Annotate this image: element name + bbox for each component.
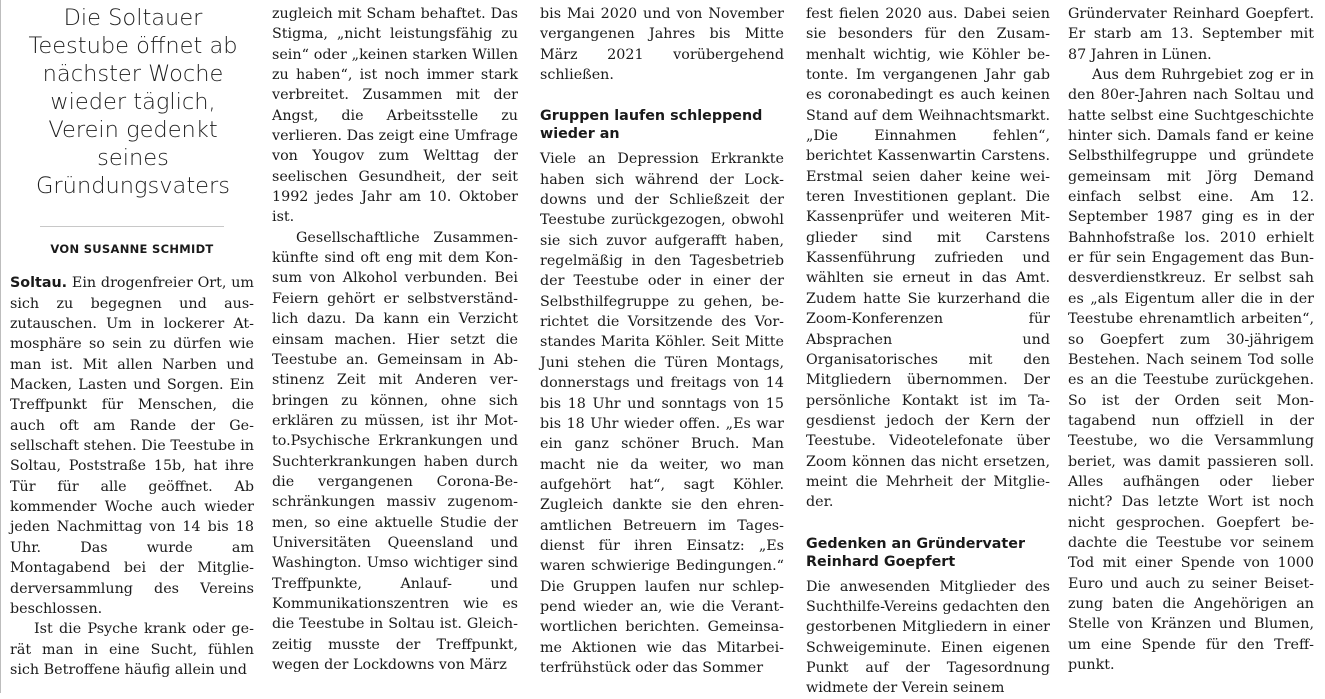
subheading: Gruppen laufen schleppend wieder an [540,108,763,143]
paragraph: zugleich mit Scham behaftet. Das Stigma, „nicht leistungsfähig zu sein“ oder „keinen starken Willen zu haben“, ist noch immer stark verbreitet. Zusammen mit der Angst, die Arbeitsstelle zu verlieren. Das zeigt eine Umfrage von Yougov zum Welttag der seelischen Gesundheit, der seit 1992 jedes Jahr am 10. Oktober ist. [272,6,518,226]
lead-text: Ein drogenfreier Ort, um sich zu begegnen und auszutauschen. Um in lockerer Atmosphäre so sein zu dürfen wie man ist. Mit allen Narben und Macken, Lasten und Sorgen. Ein Treffpunkt für Menschen, die auch oft am Rande der Gesellschaft stehen. Die Teestube in Soltau, Poststraße 15b, hat ihre Tür für alle geöffnet. Ab kommender Woche auch wieder jeden Nachmittag von 14 bis 18 Uhr. Das wurde am Montagabend bei der Mitgliederversammlung des Vereins beschlossen. [10,275,254,617]
column-4 [806,4,1050,699]
article-byline: VON SUSANNE SCHMIDT [50,242,214,256]
byline-divider [40,226,224,227]
dateline: Soltau. [10,275,68,292]
paragraph: Ist die Psyche krank oder gerät man in eine Sucht, fühlen sich Betroffene häufig allein und [10,621,254,678]
column-1 [10,4,254,680]
paragraph: fest fielen 2020 aus. Dabei seien sie besonders für den Zusammenhalt wichtig, wie Köhler betonte. Im vergangenen Jahr gab es coronabedingt es auch keinen Stand auf dem Weihnachtsmarkt. „Die Einnahmen fehlen“, berichtet Kassenwartin Carstens. Erstmal seien daher keine weiteren Investitionen geplant. Die Kassenprüfer und weiteren Mitglieder sind mit Carstens Kassenführung zufrieden und wählten sie erneut in das Amt. Zudem hatte Sie kurzerhand die Zoom-Konferenzen für Absprachen und Organisatorisches mit den Mitgliedern übernommen. Der persönliche Kontakt ist im Tagesdienst jedoch der Kern der Teestube. Videotelefonate über Zoom können das nicht ersetzen, meint die Mehrheit der Mitglieder. [806,6,1050,511]
column-5 [1068,4,1314,675]
column-2 [272,4,518,675]
paragraph: Aus dem Ruhrgebiet zog er in den 80er-Jahren nach Soltau und hatte selbst eine Suchtgeschichte hinter sich. Damals fand er keine Selbsthilfegruppe und gründete gemeinsam mit Jörg Demand einfach selbst eine. Am 12. September 1987 ging es in der Bahnhofstraße los. 2010 erhielt er für sein Engagement das Bundesverdienstkreuz. Er selbst sah es „als Eigentum aller die in der Teestube ehrenamtlich arbeiten“, so Goepfert zum 30-jährigem Bestehen. Nach seinem Tod solle es an die Teestube zurückgehen. So ist der Orden seit Montagabend nun offziell in der Teestube, wo die Versammlung beriet, was damit passieren soll. Alles aufhängen oder lieber nicht? Das letzte Wort ist noch nicht gesprochen. Goepfert bedachte die Teestube vor seinem Tod mit einer Spende von 1000 Euro und auch zu seiner Beisetzung baten die Angehörigen an Stelle von Kränzen und Blumen, um eine Spende für den Treffpunkt. [1068,67,1314,673]
subheading: Gedenken an Gründervater Reinhard Goepfert [806,535,1025,570]
paragraph: Die anwesenden Mitglieder des Suchthilfe-Vereins gedachten den gestorbenen Mitgliedern in einer Schweigeminute. Einen eigenen Punkt auf der Tagesordnung widmete der Verein seinem [806,578,1050,697]
lead-paragraph [10,273,254,619]
page-left-border [0,0,1,693]
paragraph: Gründervater Reinhard Goepfert. Er starb am 13. September mit 87 Jahren in Lünen. [1068,6,1314,63]
paragraph: Viele an Depression Erkrankte haben sich während der Lockdowns und der Schließzeit der Teestube zurückgezogen, obwohl sie sich zuvor aufgerafft haben, regelmäßig in den Tagesbetrieb der Teestube oder in einer der Selbsthilfegruppe zu gehen, berichtet die Vorsitzende des Vorstandes Marita Köhler. Seit Mitte Juni stehen die Türen Montags, donnerstags und freitags von 14 bis 18 Uhr und sonntags von 15 bis 18 Uhr wieder offen. „Es war ein ganz schöner Bruch. Man macht nie da weiter, wo man aufgehört hat“, sagt Köhler. Zugleich dankte sie den ehrenamtlichen Betreuern im Tagesdienst für ihren Einsatz: „Es waren schwierige Bedingungen.“ Die Gruppen laufen nur schleppend wieder an, wie die Verantwortlichen berichten. Gemeinsame Aktionen wie das Mitarbeiterfrühstück oder das Sommer [540,151,784,676]
article-headline: Die Soltauer Teestube öffnet ab nächster Woche wieder täglich, Verein gedenkt seines Gründungsvaters [28,5,238,199]
paragraph: Gesellschaftliche Zusammenkünfte sind oft eng mit dem Konsum von Alkohol verbunden. Bei Feiern gehört er selbstverständlich dazu. Da kann ein Verzicht einsam machen. Hier setzt die Teestube an. Gemeinsam in Abstinenz Zeit mit Anderen verbringen zu können, ohne sich erklären zu müssen, ist ihr Motto.Psychische Erkrankungen und Suchterkrankungen haben durch die vergangenen Corona-Beschränkungen massiv zugenommen, so eine aktuelle Studie der Universitäten Queensland und Washington. Umso wichtiger sind Treffpunkte, Anlauf- und Kommunikationszentren wie es die Teestube in Soltau ist. Gleichzeitig musste der Treffpunkt, wegen der Lockdowns von März [272,229,518,673]
paragraph: bis Mai 2020 und von November vergangenen Jahres bis Mitte März 2021 vorübergehend schließen. [540,6,784,84]
column-3 [540,4,784,678]
